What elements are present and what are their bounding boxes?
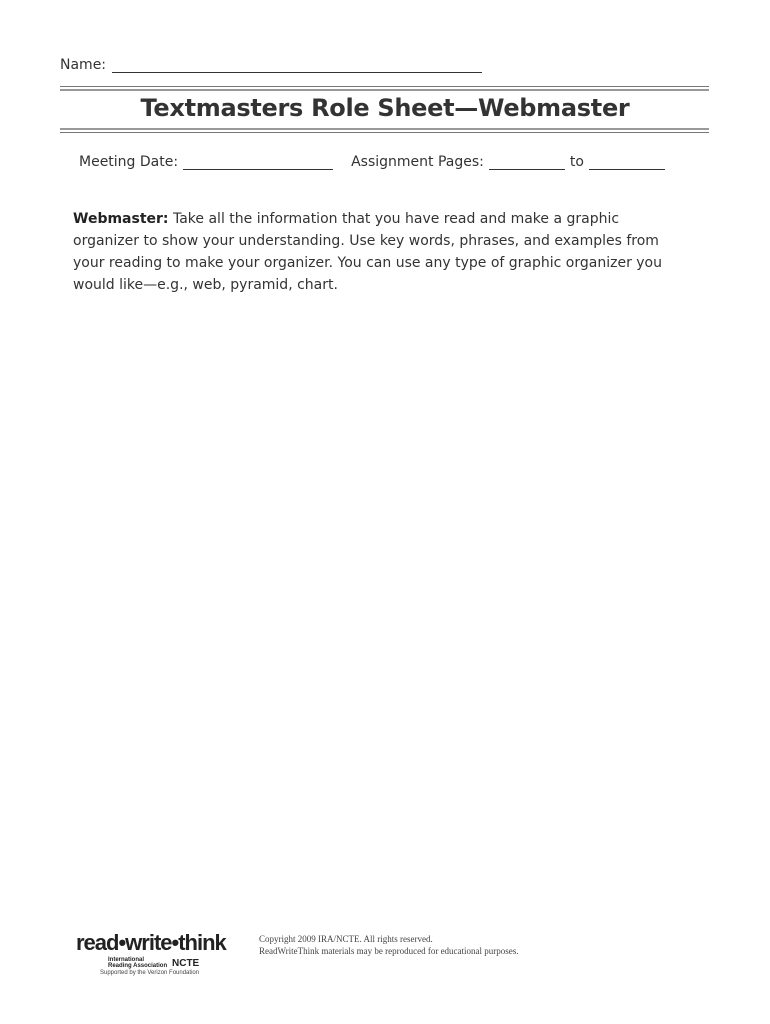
title-rule-bottom-thick [60,128,709,130]
assignment-pages-label: Assignment Pages: [351,154,484,170]
title-rule-top-thick [60,89,709,91]
name-field-row [60,57,482,73]
logo-wordmark: read•write•think [76,930,226,955]
copyright-line-1: Copyright 2009 IRA/NCTE. All rights reserved. [259,934,433,944]
to-label: to [569,154,584,170]
meeting-info-row [79,154,665,170]
name-blank-line[interactable] [112,58,482,73]
instructions-paragraph [73,208,683,296]
instructions-text: Take all the information that you have read and make a graphic organizer to show your understanding. Use key words, phrases, and examples from your reading to make your organizer. You can use any type of graphic organizer you would like—e.g., web, pyramid, chart. [73,211,662,293]
title-rule-bottom-thin [60,132,709,133]
meeting-date-blank[interactable] [183,155,333,170]
title-rule-top-thin [60,86,709,87]
copyright-block [259,933,519,957]
readwritethink-logo [76,930,236,980]
role-label: Webmaster: [73,211,169,227]
meeting-date-label: Meeting Date: [79,154,179,170]
page-title: Textmasters Role Sheet—Webmaster [140,94,630,122]
assignment-pages-end-blank[interactable] [589,155,665,170]
ira-logo-text: International Reading Association [108,957,168,969]
name-label: Name: [60,57,107,73]
assignment-pages-start-blank[interactable] [489,155,565,170]
ncte-logo-text: NCTE [172,958,200,969]
supported-by-text: Supported by the Verizon Foundation [100,970,200,976]
copyright-line-2: ReadWriteThink materials may be reproduced for educational purposes. [259,946,519,956]
